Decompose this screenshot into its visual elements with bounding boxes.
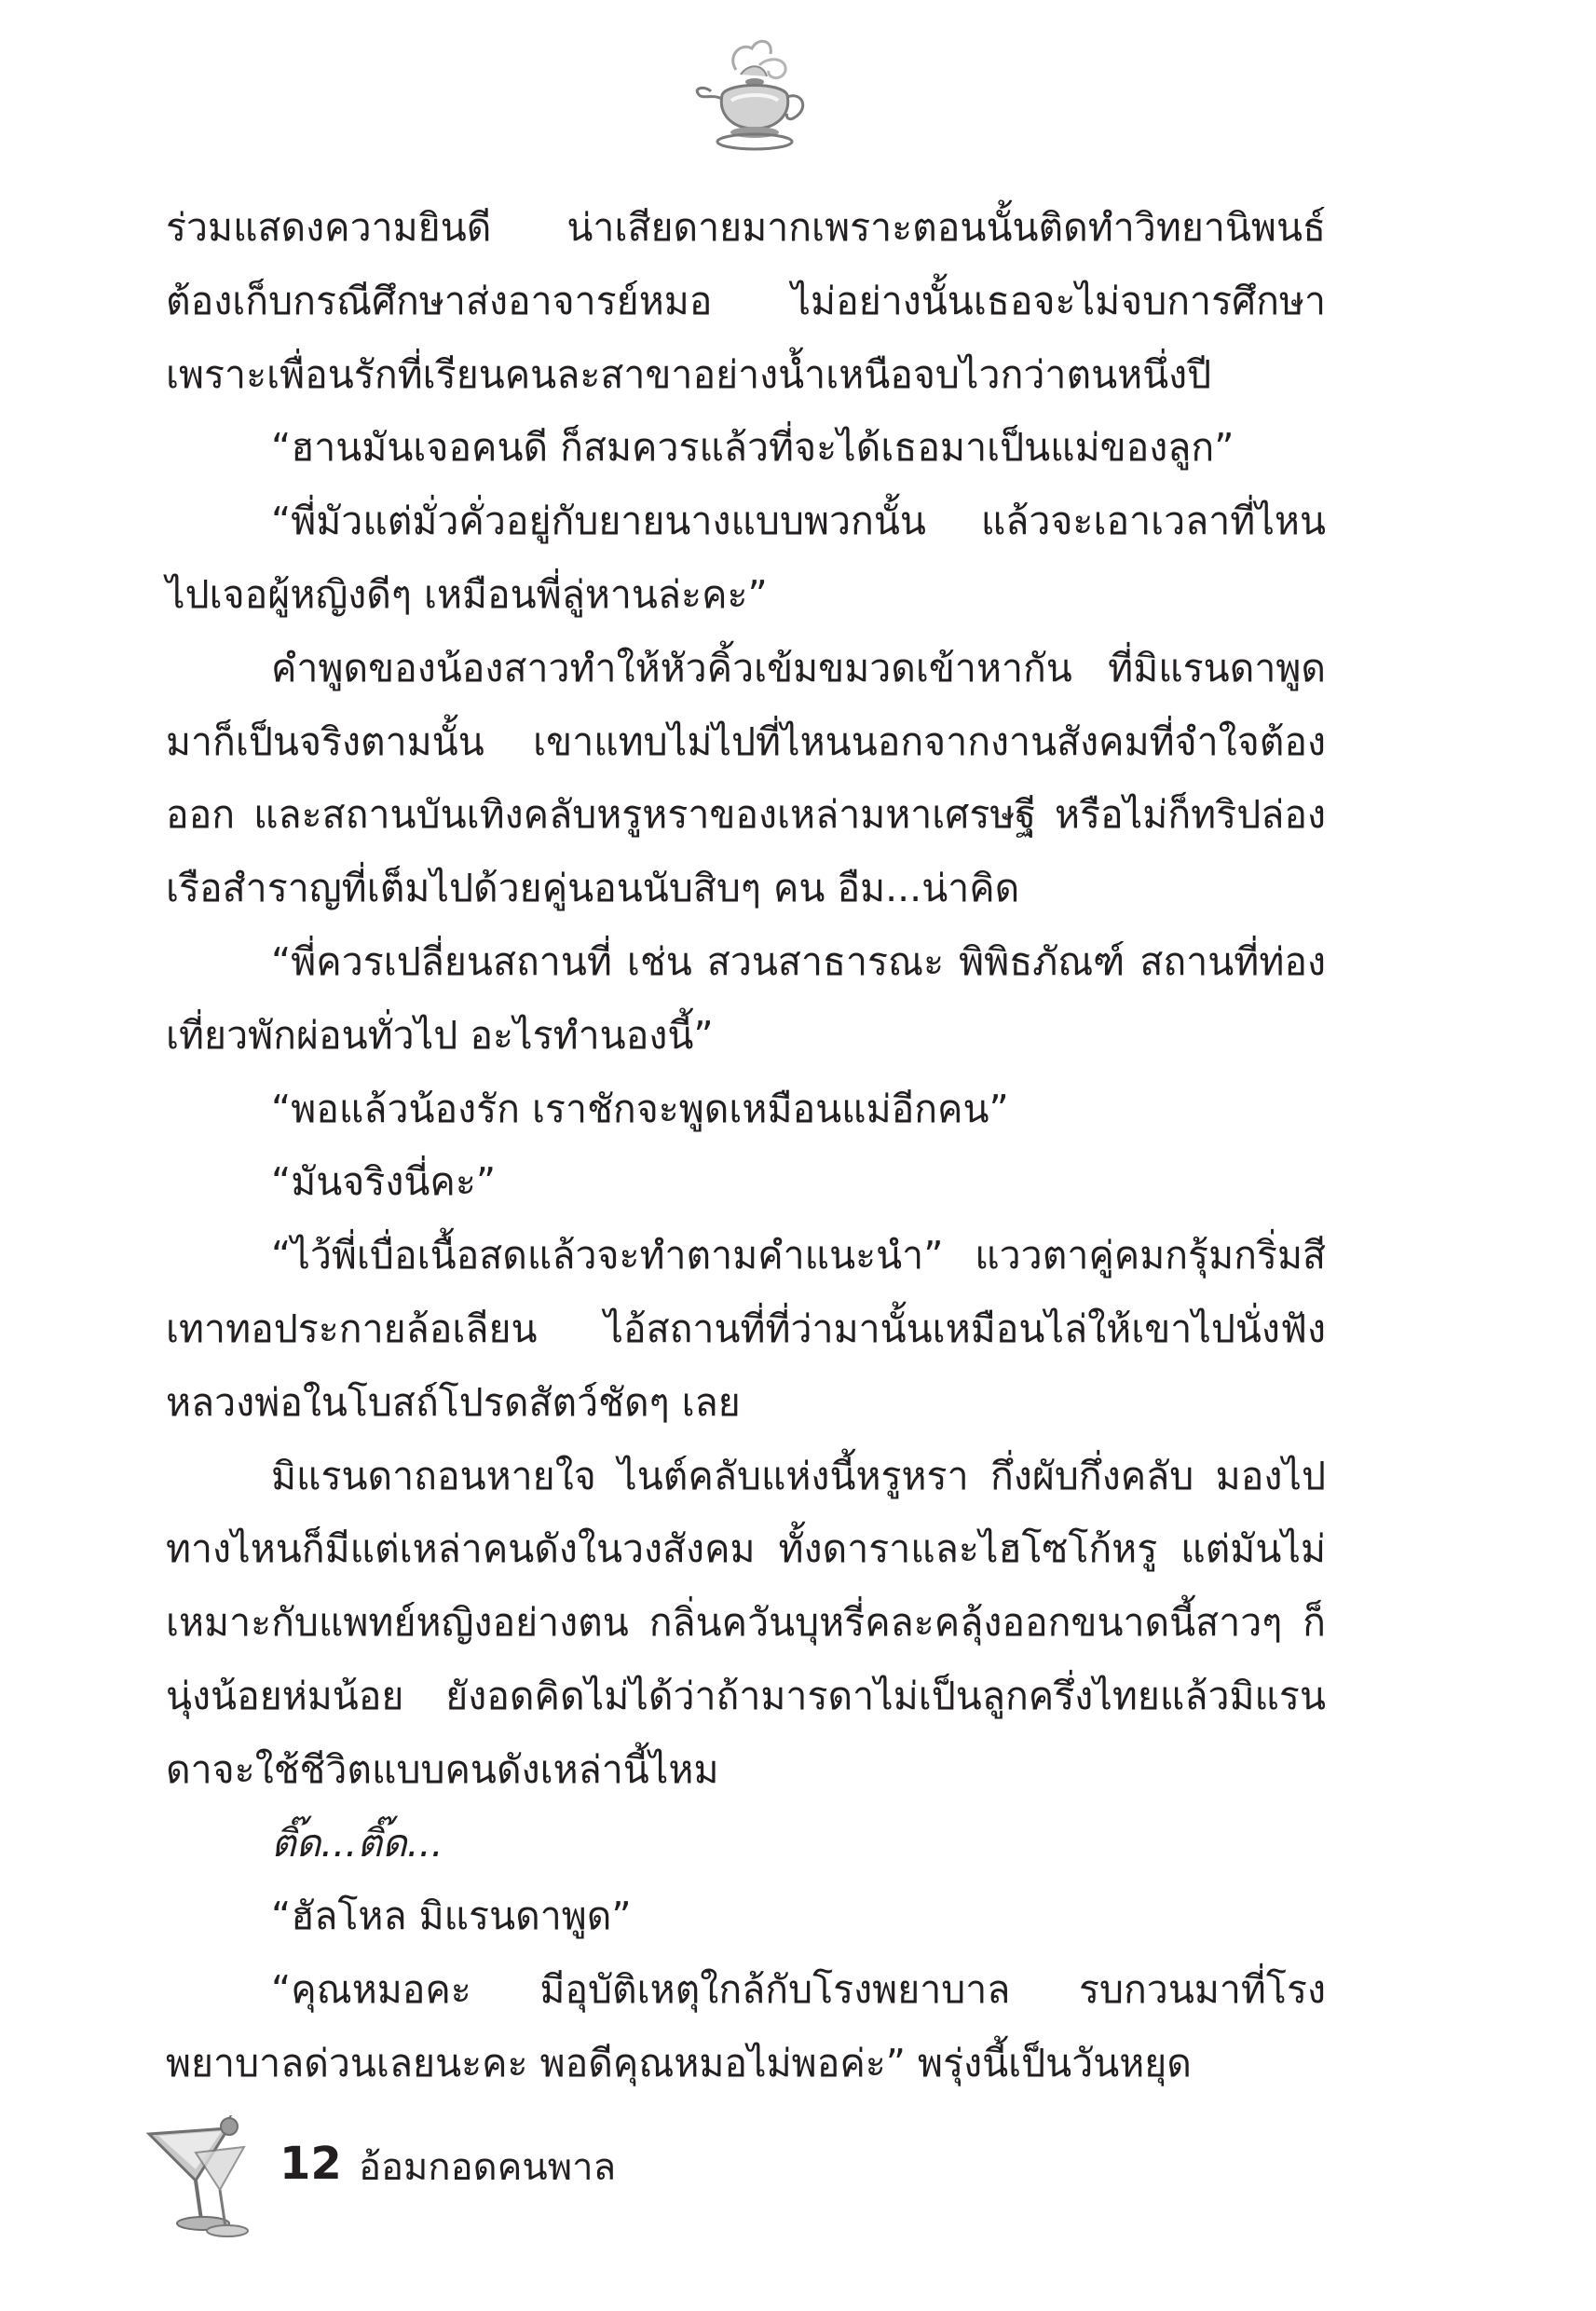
paragraph-4: คำพูดของน้องสาวทำให้หัวคิ้วเข้มขมวดเข้าหากัน ที่มิแรนดาพูดมาก็เป็นจริงตามนั้น เขาแทบไม่ไปที่ไหนนอกจากงานสังคมที่จำใจต้องออก และสถานบันเทิงคลับหรูหราของเหล่ามหาเศรษฐี หรือไม่ก็ทริปล่องเรือสำราญที่เต็มไปด้วยคู่นอนนับสิบๆ คน อืม...น่าคิด xyxy=(166,645,1326,911)
paragraph-1: ร่วมแสดงความยินดี น่าเสียดายมากเพราะตอนนั้นติดทำวิทยานิพนธ์ต้องเก็บกรณีศึกษาส่งอาจารย์หมอ ไม่อย่างนั้นเธอจะไม่จบการศึกษาเพราะเพื่อนรักที่เรียนคนละสาขาอย่างน้ำเหนือจบไวกว่าตนหนึ่งปี xyxy=(166,205,1326,397)
paragraph-3: “พี่มัวแต่มั่วคั่วอยู่กับยายนางแบบพวกนั้น แล้วจะเอาเวลาที่ไหนไปเจอผู้หญิงดีๆ เหมือนพี่ลู่หานล่ะคะ” xyxy=(166,499,1326,617)
book-title: อ้อมกอดคนพาล xyxy=(359,2146,617,2189)
paragraph-7: “มันจริงนี่คะ” xyxy=(271,1159,497,1205)
paragraph-8: “ไว้พี่เบื่อเนื้อสดแล้วจะทำตามคำแนะนำ” แววตาคู่คมกรุ้มกริ่มสีเทาทอประกายล้อเลียน ไอ้สถานที่ที่ว่ามานั้นเหมือนไล่ให้เขาไปนั่งฟังหลวงพ่อในโบสถ์โปรดสัตว์ชัดๆ เลย xyxy=(166,1233,1326,1425)
paragraph-10: ติ๊ด...ติ๊ด... xyxy=(271,1820,443,1866)
paragraph-6: “พอแล้วน้องรัก เราชักจะพูดเหมือนแม่อีกคน” xyxy=(271,1086,1009,1131)
paragraph-5: “พี่ควรเปลี่ยนสถานที่ เช่น สวนสาธารณะ พิพิธภัณฑ์ สถานที่ท่องเที่ยวพักผ่อนทั่วไป อะไรทำนองนี้” xyxy=(166,938,1326,1058)
paragraph-2: “ฮานมันเจอคนดี ก็สมควรแล้วที่จะได้เธอมาเป็นแม่ของลูก” xyxy=(271,425,1235,471)
paragraph-9: มิแรนดาถอนหายใจ ไนต์คลับแห่งนี้หรูหรา กึ่งผับกึ่งคลับ มองไปทางไหนก็มีแต่เหล่าคนดังในวงสังคม ทั้งดาราและไฮโซโก้หรู แต่มันไม่เหมาะกับแพทย์หญิงอย่างตน กลิ่นควันบุหรี่คละคลุ้งออกขนาดนี้สาวๆ ก็นุ่งน้อยห่มน้อย ยังอดคิดไม่ได้ว่าถ้ามารดาไม่เป็นลูกครึ่งไทยแล้วมิแรนดาจะใช้ชีวิตแบบคนดังเหล่านี้ไหม xyxy=(166,1453,1326,1792)
teapot-ornament-icon xyxy=(685,28,825,168)
page-number: 12 xyxy=(280,2138,342,2190)
cocktail-glass-ornament-icon xyxy=(140,2115,270,2246)
paragraph-12: “คุณหมอคะ มีอุบัติเหตุใกล้กับโรงพยาบาล รบกวนมาที่โรงพยาบาลด่วนเลยนะคะ พอดีคุณหมอไม่พอค่ะ” พรุ่งนี้เป็นวันหยุด xyxy=(166,1967,1326,2085)
body-text xyxy=(166,191,1326,2100)
paragraph-11: “ฮัลโหล มิแรนดาพูด” xyxy=(271,1894,632,1939)
